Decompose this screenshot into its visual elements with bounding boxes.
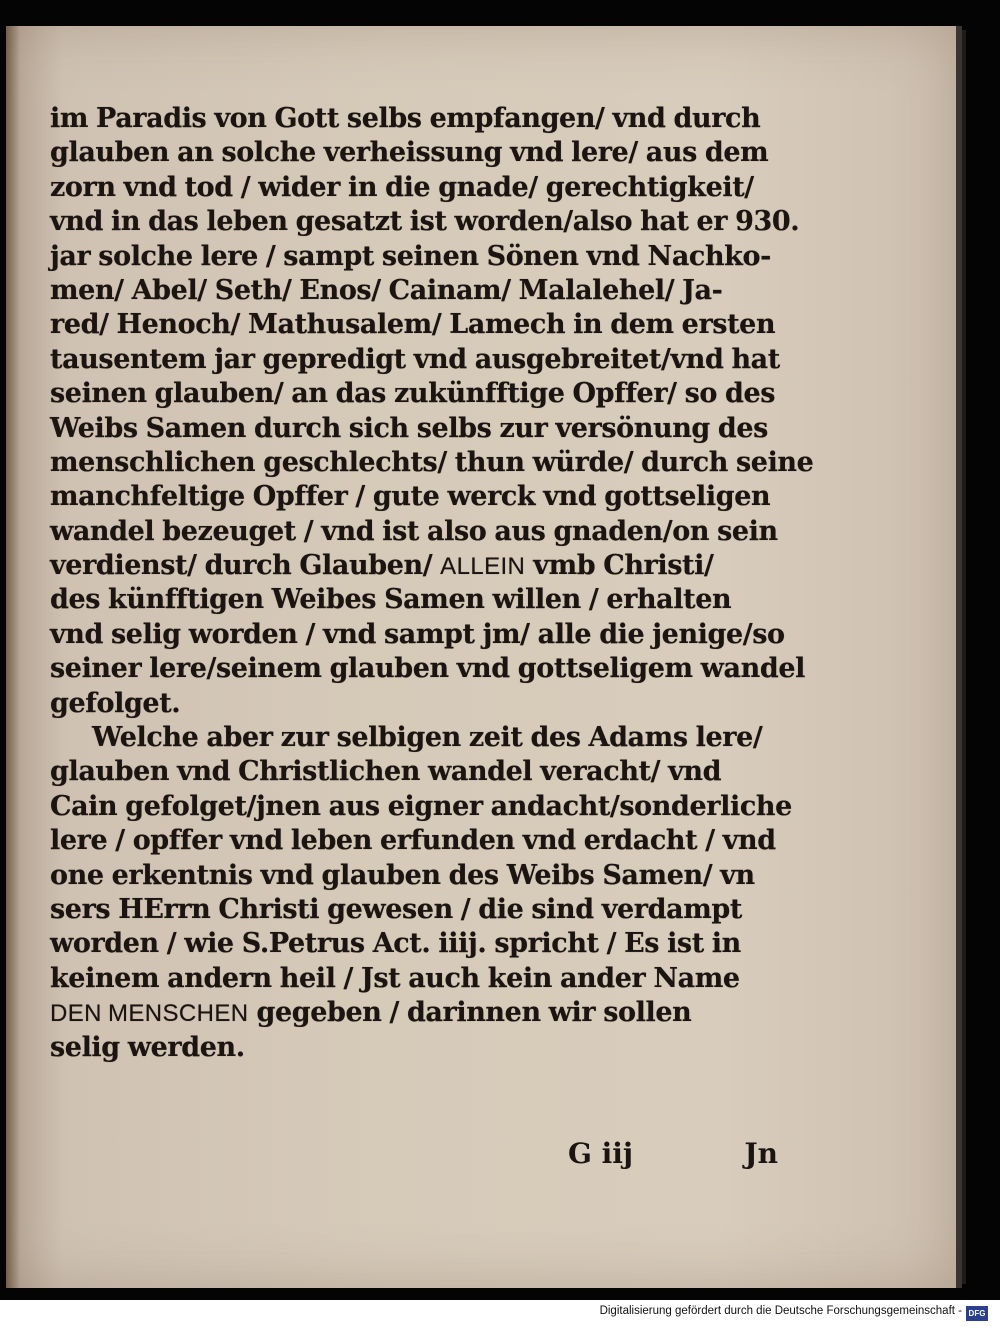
text-line: jar solche lere / sampt seinen Sönen vnd Nachko- bbox=[50, 240, 771, 272]
page-text-block bbox=[50, 102, 814, 1065]
text-line: vnd in das leben gesatzt ist worden/also hat er 930. bbox=[50, 206, 800, 238]
signature-mark: G iij bbox=[568, 1137, 634, 1170]
text-line: glauben an solche verheissung vnd lere/ aus dem bbox=[50, 137, 769, 169]
antiqua-word: ALLEIN bbox=[440, 553, 526, 581]
text-segment: verdienst/ durch Glauben/ bbox=[50, 550, 441, 582]
book-page bbox=[6, 26, 956, 1288]
text-line: sers HErrn Christi gewesen / die sind verdampt bbox=[50, 893, 742, 925]
antiqua-phrase: DEN MENSCHEN bbox=[50, 1000, 249, 1028]
text-line: zorn vnd tod / wider in die gnade/ gerechtigkeit/ bbox=[50, 171, 754, 203]
page-edge-shadow bbox=[962, 30, 966, 1284]
text-line: vnd selig worden / vnd sampt jm/ alle die jenige/so bbox=[50, 618, 785, 650]
dfg-logo: DFG bbox=[966, 1306, 988, 1321]
text-line: keinem andern heil / Jst auch kein ander Name bbox=[50, 962, 740, 994]
text-segment: vmb Christi/ bbox=[525, 550, 714, 582]
text-line: gefolget. bbox=[50, 687, 181, 719]
text-segment: gegeben / darinnen wir sollen bbox=[248, 997, 692, 1029]
text-line: glauben vnd Christlichen wandel veracht/ vnd bbox=[50, 756, 722, 788]
text-line: red/ Henoch/ Mathusalem/ Lamech in dem ersten bbox=[50, 309, 776, 341]
text-line: menschlichen geschlechts/ thun würde/ durch seine bbox=[50, 446, 814, 478]
catchword: Jn bbox=[744, 1137, 778, 1170]
text-line: lere / opffer vnd leben erfunden vnd erdacht / vnd bbox=[50, 825, 776, 857]
text-line-mixed bbox=[50, 549, 778, 583]
page-footer-marks bbox=[568, 1134, 778, 1174]
text-line: one erkentnis vnd glauben des Weibs Samen/ vn bbox=[50, 859, 755, 891]
binding-stain bbox=[6, 26, 20, 1288]
text-line: Weibs Samen durch sich selbs zur versönung des bbox=[50, 412, 768, 444]
text-line: seiner lere/seinem glauben vnd gottseligem wandel bbox=[50, 653, 805, 685]
funding-footer bbox=[0, 1300, 1000, 1327]
text-line: men/ Abel/ Seth/ Enos/ Cainam/ Malalehel/ Ja- bbox=[50, 274, 723, 306]
text-line: selig werden. bbox=[50, 1031, 245, 1063]
text-line: wandel bezeuget / vnd ist also aus gnaden/on sein bbox=[50, 515, 778, 547]
funding-notice: Digitalisierung gefördert durch die Deutsche Forschungsgemeinschaft - bbox=[599, 1305, 962, 1317]
text-line: worden / wie S.Petrus Act. iiij. spricht / Es ist in bbox=[50, 928, 741, 960]
text-line: manchfeltige Opffer / gute werck vnd gottseligen bbox=[50, 481, 771, 513]
paragraph-first-line: Welche aber zur selbigen zeit des Adams lere/ bbox=[92, 722, 763, 754]
text-line: seinen glauben/ an das zukünfftige Opffer/ so des bbox=[50, 378, 776, 410]
text-line: tausentem jar gepredigt vnd ausgebreitet/vnd hat bbox=[50, 343, 780, 375]
text-line: im Paradis von Gott selbs empfangen/ vnd durch bbox=[50, 103, 761, 134]
text-line: des künfftigen Weibes Samen willen / erhalten bbox=[50, 584, 732, 616]
text-line-mixed bbox=[50, 996, 778, 1030]
text-line: Cain gefolget/jnen aus eigner andacht/sonderliche bbox=[50, 790, 792, 822]
